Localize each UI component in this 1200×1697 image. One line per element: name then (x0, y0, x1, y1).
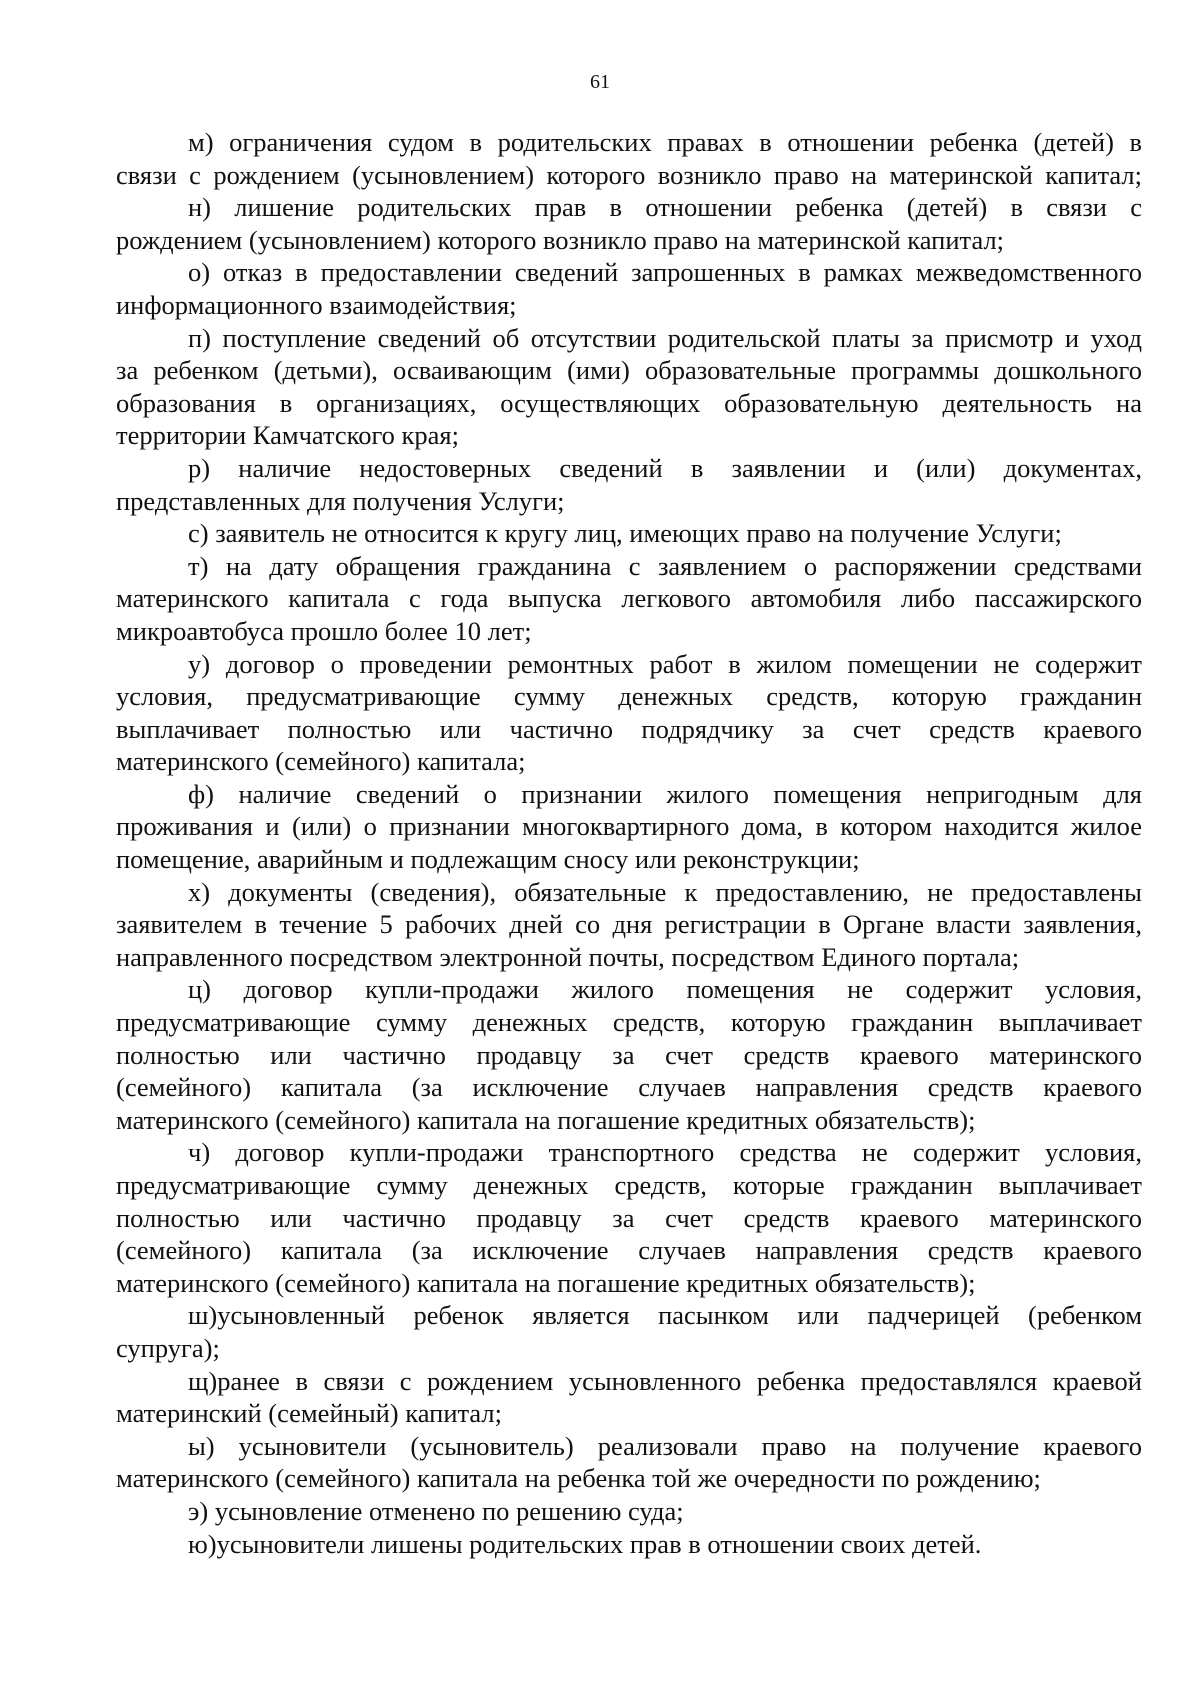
text-line: у) договор о проведении ремонтных работ в жилом помещении не содержит (188, 648, 1142, 679)
text-line: материнского (семейного) капитала на погашение кредитных обязательств); (116, 1267, 976, 1298)
text-line: предусматривающие сумму денежных средств, которые гражданин выплачивает (116, 1170, 1142, 1200)
text-line: (семейного) капитала (за исключение случаев направления средств краевого (116, 1235, 1142, 1266)
page-number: 61 (590, 71, 610, 93)
text-line: н) лишение родительских прав в отношении ребенка (детей) в связи с (188, 192, 1142, 223)
text-line: материнский (семейный) капитал; (116, 1398, 502, 1429)
text-line: выплачивает полностью или частично подрядчику за счет средств краевого (116, 713, 1142, 744)
text-line: щ)ранее в связи с рождением усыновленного ребенка предоставлялся краевой (188, 1365, 1142, 1396)
text-line: за ребенком (детьми), осваивающим (ими) образовательные программы дошкольного (116, 355, 1142, 386)
text-line: полностью или частично продавцу за счет средств краевого материнского (116, 1202, 1142, 1233)
text-line: э) усыновление отменено по решению суда; (188, 1495, 684, 1526)
text-line: материнского (семейного) капитала; (116, 746, 526, 777)
text-line: помещение, аварийным и подлежащим сносу или реконструкции; (116, 844, 860, 875)
text-line: х) документы (сведения), обязательные к предоставлению, не предоставлены (188, 876, 1142, 907)
text-line: т) на дату обращения гражданина с заявлением о распоряжении средствами (188, 550, 1142, 581)
text-line: с) заявитель не относится к кругу лиц, имеющих право на получение Услуги; (188, 518, 1062, 549)
document-body (116, 126, 1142, 1560)
text-line: предусматривающие сумму денежных средств, которую гражданин выплачивает (116, 1007, 1142, 1038)
text-line: ы) усыновители (усыновитель) реализовали право на получение краевого (188, 1430, 1142, 1461)
text-line: полностью или частично продавцу за счет средств краевого материнского (116, 1039, 1142, 1070)
text-line: территории Камчатского края; (116, 420, 459, 451)
text-line: ф) наличие сведений о признании жилого помещения непригодным для (188, 778, 1142, 809)
text-line: о) отказ в предоставлении сведений запрошенных в рамках межведомственного (188, 257, 1142, 288)
text-line: ю)усыновители лишены родительских прав в отношении своих детей. (188, 1528, 982, 1559)
text-line: представленных для получения Услуги; (116, 485, 565, 516)
text-line: образования в организациях, осуществляющих образовательную деятельность на (116, 387, 1142, 418)
text-line: информационного взаимодействия; (116, 289, 517, 320)
text-line: м) ограничения судом в родительских правах в отношении ребенка (детей) в (188, 127, 1142, 157)
text-line: проживания и (или) о признании многоквартирного дома, в котором находится жилое (116, 811, 1142, 842)
text-line: ч) договор купли-продажи транспортного средства не содержит условия, (188, 1137, 1142, 1168)
text-line: микроавтобуса прошло более 10 лет; (116, 615, 532, 646)
text-line: ц) договор купли-продажи жилого помещения не содержит условия, (188, 974, 1142, 1005)
text-line: ш)усыновленный ребенок является пасынком или падчерицей (ребенком (188, 1300, 1142, 1331)
text-line: р) наличие недостоверных сведений в заявлении и (или) документах, (188, 452, 1142, 483)
text-line: условия, предусматривающие сумму денежных средств, которую гражданин (116, 681, 1142, 712)
text-line: супруга); (116, 1332, 220, 1363)
text-line: рождением (усыновлением) которого возникло право на материнской капитал; (116, 224, 1005, 255)
text-line: материнского (семейного) капитала на ребенка той же очередности по рождению; (116, 1463, 1041, 1494)
text-line: (семейного) капитала (за исключение случаев направления средств краевого (116, 1072, 1142, 1103)
text-line: материнского капитала с года выпуска легкового автомобиля либо пассажирского (116, 583, 1142, 614)
text-line: направленного посредством электронной почты, посредством Единого портала; (116, 941, 1020, 972)
text-line: связи с рождением (усыновлением) которого возникло право на материнской капитал; (116, 159, 1142, 190)
text-line: материнского (семейного) капитала на погашение кредитных обязательств); (116, 1104, 976, 1135)
text-line: заявителем в течение 5 рабочих дней со дня регистрации в Органе власти заявления, (116, 909, 1142, 940)
text-line: п) поступление сведений об отсутствии родительской платы за присмотр и уход (188, 322, 1142, 353)
